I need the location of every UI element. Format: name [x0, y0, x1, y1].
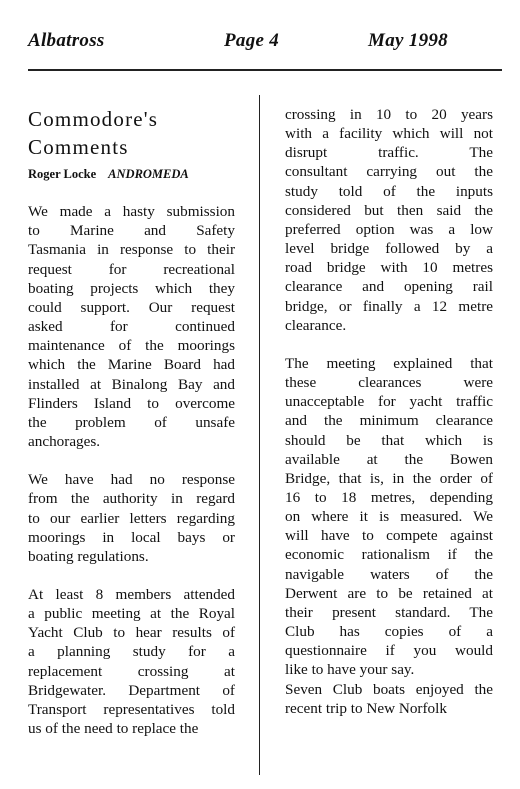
column-divider: [259, 95, 260, 775]
text-line: Club has copies of a: [285, 623, 493, 641]
text-line: consultant carrying out the: [285, 163, 493, 181]
text-line: us of the need to replace the: [28, 720, 199, 738]
text-line: anchorages.: [28, 433, 101, 451]
issue-date: May 1998: [368, 30, 448, 51]
text-line: At least 8 members attended: [28, 585, 235, 603]
text-line: Derwent are to be retained at: [285, 584, 493, 602]
article-title-line1: Commodore's: [28, 107, 159, 131]
text-line: We made a hasty submission: [28, 203, 235, 221]
text-line: with a facility which will not: [285, 125, 493, 143]
paragraph: [28, 585, 235, 738]
text-line: and the minimum clearance: [285, 412, 493, 430]
text-line: clearance.: [285, 316, 347, 334]
article-title-line2: Comments: [28, 135, 129, 159]
article-byline: [28, 165, 235, 184]
text-line: The meeting explained that: [285, 354, 493, 372]
text-line: replacement crossing at: [28, 662, 235, 680]
text-line: a public meeting at the Royal: [28, 605, 235, 623]
paragraph: [285, 105, 493, 335]
header-rule: [28, 69, 502, 71]
text-line: Seven Club boats enjoyed the: [285, 680, 493, 698]
text-line: considered but then said the: [285, 201, 493, 219]
text-line: crossing in 10 to 20 years: [285, 106, 493, 123]
text-line: the problem of unsafe: [28, 413, 235, 431]
newsletter-name: Albatross: [28, 30, 105, 51]
text-line: disrupt traffic. The: [285, 144, 493, 162]
article-title: [28, 105, 235, 161]
text-line: Bridge, that is, in the order of: [285, 469, 493, 487]
author-boat: ANDROMEDA: [108, 167, 189, 181]
text-line: Tasmania in response to their: [28, 241, 235, 259]
text-line: could support. Our request: [28, 298, 235, 316]
text-line: Flinders Island to overcome: [28, 394, 235, 412]
paragraph: [28, 202, 235, 451]
text-line: moorings in local bays or: [28, 528, 235, 546]
text-line: from the authority in regard: [28, 490, 235, 508]
text-line: their present standard. The: [285, 603, 493, 621]
text-line: maintenance of the moorings: [28, 337, 235, 355]
text-line: available at the Bowen: [285, 450, 493, 468]
text-line: preferred option was a low: [285, 220, 493, 238]
text-line: boating regulations.: [28, 547, 149, 565]
page-number: Page 4: [224, 30, 280, 51]
paragraph: [285, 354, 493, 680]
paragraph: [285, 680, 493, 718]
text-line: Yacht Club to hear results of: [28, 624, 235, 642]
text-line: on where it is measured. We: [285, 508, 493, 526]
text-line: installed at Binalong Bay and: [28, 375, 235, 393]
text-line: will have to compete against: [285, 527, 493, 545]
text-line: Transport representatives told: [28, 700, 235, 718]
author-name: Roger Locke: [28, 167, 97, 181]
left-column: [28, 100, 235, 757]
text-line: request for recreational: [28, 260, 235, 278]
text-line: road bridge with 10 metres: [285, 259, 493, 277]
text-line: study told of the inputs: [285, 182, 493, 200]
text-line: boating projects which they: [28, 279, 235, 297]
text-line: level bridge followed by a: [285, 240, 493, 258]
text-line: to our earlier letters regarding: [28, 509, 235, 527]
text-line: should be that which is: [285, 431, 493, 449]
text-line: bridge, or finally a 12 metre: [285, 297, 493, 315]
text-line: a planning study for a: [28, 643, 235, 661]
text-line: these clearances were: [285, 374, 493, 392]
text-line: which the Marine Board had: [28, 356, 235, 374]
text-line: 16 to 18 metres, depending: [285, 488, 493, 506]
text-line: recent trip to New Norfolk: [285, 699, 447, 717]
text-line: Bridgewater. Department of: [28, 681, 235, 699]
text-line: unacceptable for yacht traffic: [285, 393, 493, 411]
page-header: [0, 0, 520, 60]
text-line: navigable waters of the: [285, 565, 493, 583]
text-line: We have had no response: [28, 471, 235, 489]
text-line: economic rationalism if the: [285, 546, 493, 564]
text-line: asked for continued: [28, 318, 235, 336]
paragraph: [28, 470, 235, 566]
text-line: like to have your say.: [285, 661, 415, 679]
right-column: [285, 105, 493, 737]
text-line: to Marine and Safety: [28, 222, 235, 240]
text-line: clearance and opening rail: [285, 278, 493, 296]
text-line: questionnaire if you would: [285, 642, 493, 660]
